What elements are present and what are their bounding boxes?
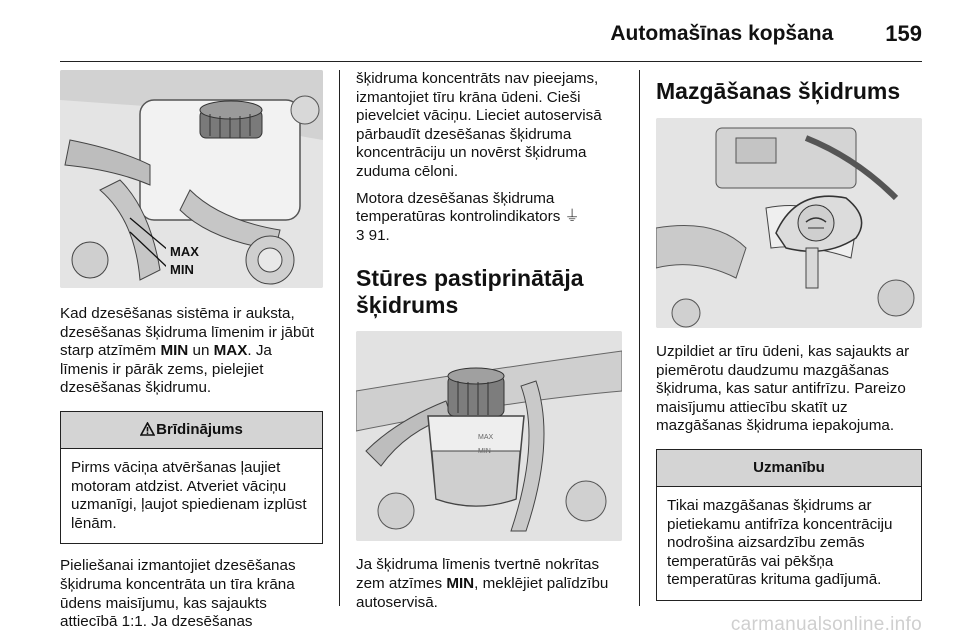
column-divider-2 [639,70,640,606]
warning-header [61,412,322,449]
notice-header: Uzmanību [657,450,921,487]
mixture-paragraph: Pieliešanai izmantojiet dzesēšanas šķidruma koncentrāta un tīra krāna ūdens maisījumu, kas sajaukts attiecībā 1:1. Ja dzesēšanas [60,557,296,631]
warning-text: Pirms vāciņa atvēršanas ļaujiet motoram atdzist. Atveriet vāciņu uzmanīgi, ļaujot spiedienam izplūst lēnām. [71,458,307,532]
reservoir-max-mark: MAX [478,434,494,442]
power-steering-paragraph: Ja šķidruma līmenis tvertnē nokrītas zem atzīmes MIN, meklējiet palīdzību autoservisā. [356,556,609,611]
reservoir-min-mark: MIN [478,448,491,456]
power-steering-heading: Stūres pastiprinātāja šķidrums [356,265,584,319]
column-2 [356,70,622,612]
page-title: Automašīnas kopšana [610,22,834,45]
washer-fluid-heading: Mazgāšanas šķidrums [656,78,901,104]
warning-box [60,411,323,544]
min-label: MIN [446,574,475,592]
notice-box [656,449,922,601]
page-number: 159 [885,21,922,46]
warning-title: Brīdinājums [156,420,243,438]
min-mark-label: MIN [170,262,194,277]
page-reference: 3 91. [356,226,390,244]
coolant-level-paragraph: Kad dzesēšanas sistēma ir auksta, dzesēšanas šķidruma līmenim ir jābūt starp atzīmēm MIN un MAX. Ja līmenis ir pārāk zems, pielejiet dzesēšanas šķidrumu. [60,305,315,397]
column-3 [656,70,922,601]
temperature-indicator-paragraph: Motora dzesēšanas šķidruma temperatūras kontrolindikators ⏚ 3 91. [356,189,580,244]
column-divider-1 [339,70,340,606]
watermark: carmanualsonline.info [730,614,922,635]
min-label: MIN [160,342,189,360]
washer-fluid-reservoir-figure [656,118,922,328]
max-label: MAX [213,342,248,360]
coolant-reservoir-figure [60,70,323,288]
warning-triangle-icon [140,412,155,448]
column-1 [60,70,323,632]
temperature-icon: ⏚ [564,208,580,226]
notice-text: Tikai mazgāšanas šķidrums ar pietiekamu antifrīza koncentrāciju nodrošina aizsardzību zemās temperatūrās vai pēkšņa temperatūras krituma gadījumā. [667,496,893,589]
max-mark-label: MAX [170,244,199,259]
coolant-continued-paragraph: šķidruma koncentrāts nav pieejams, izmantojiet tīru krāna ūdeni. Cieši pievelciet vāciņu. Lieciet autoservisā pārbaudīt dzesēšanas šķidruma koncentrāciju un novērst šķidruma zuduma cēloni. [356,70,602,180]
power-steering-reservoir-figure [356,331,622,541]
washer-fluid-paragraph: Uzpildiet ar tīru ūdeni, kas sajaukts ar piemērotu daudzumu mazgāšanas šķidruma, kas satur antifrīzu. Pareizo maisījumu attiecību skatīt uz mazgāšanas šķidruma iepakojuma. [656,343,910,435]
page-header [610,14,922,54]
header-rule [60,61,922,62]
